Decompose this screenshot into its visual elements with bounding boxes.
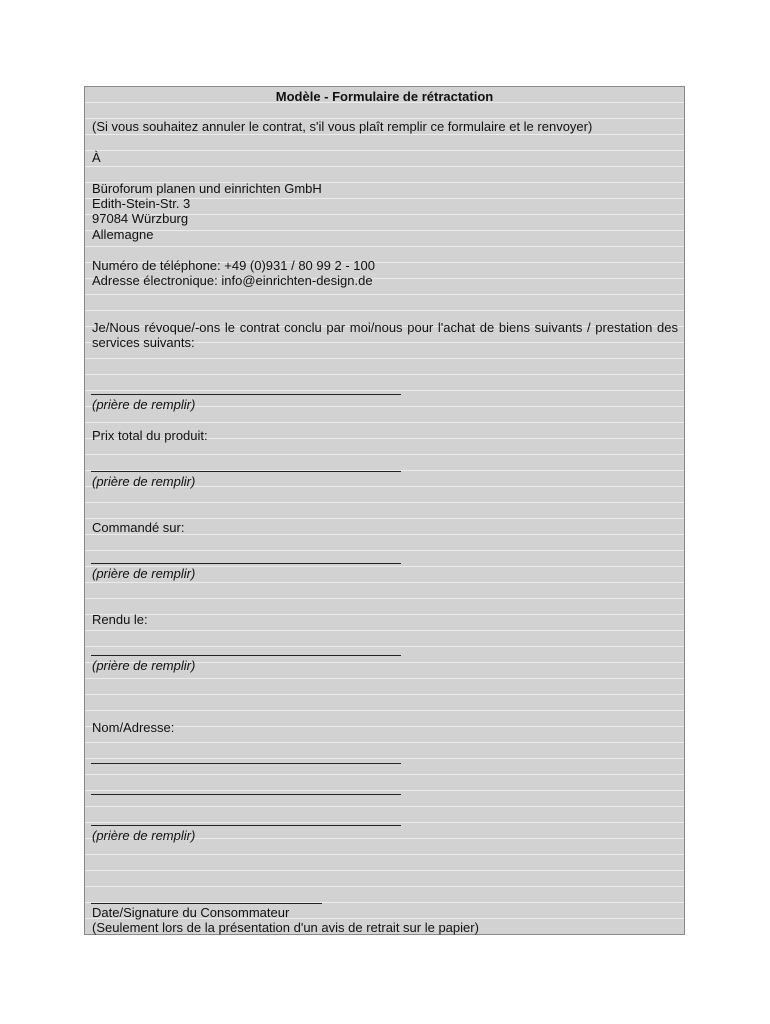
recipient-company: Büroforum planen und einrichten GmbH [92, 181, 322, 196]
email-text: Adresse électronique: info@einrichten-design.de [92, 273, 373, 288]
signature-label: Date/Signature du Consommateur [92, 905, 290, 920]
name-address-line-2[interactable] [91, 794, 401, 795]
ordered-label: Commandé sur: [92, 520, 185, 535]
signature-note: (Seulement lors de la présentation d'un avis de retrait sur le papier) [92, 920, 479, 935]
ordered-fill-hint: (prière de remplir) [92, 566, 196, 581]
recipient-street: Edith-Stein-Str. 3 [92, 196, 191, 211]
name-address-line-3[interactable] [91, 825, 401, 826]
form-title: Modèle - Formulaire de rétractation [275, 89, 494, 104]
phone-text: Numéro de téléphone: +49 (0)931 / 80 99 2 - 100 [92, 258, 375, 273]
name-address-label: Nom/Adresse: [92, 720, 175, 735]
name-address-fill-hint: (prière de remplir) [92, 828, 196, 843]
recipient-city: 97084 Würzburg [92, 211, 189, 226]
goods-fill-hint: (prière de remplir) [92, 397, 196, 412]
goods-fill-line[interactable] [91, 394, 401, 395]
total-price-fill-hint: (prière de remplir) [92, 474, 196, 489]
name-address-line-1[interactable] [91, 763, 401, 764]
ordered-fill-line[interactable] [91, 563, 401, 564]
recipient-country: Allemagne [92, 227, 154, 242]
total-price-label: Prix total du produit: [92, 428, 208, 443]
returned-fill-line[interactable] [91, 655, 401, 656]
to-label: À [92, 150, 101, 165]
returned-label: Rendu le: [92, 612, 148, 627]
intro-text: (Si vous souhaitez annuler le contrat, s'il vous plaît remplir ce formulaire et le renvoyer) [92, 119, 593, 134]
returned-fill-hint: (prière de remplir) [92, 658, 196, 673]
signature-line[interactable] [91, 903, 322, 904]
revocation-text: Je/Nous révoque/-ons le contrat conclu par moi/nous pour l'achat de biens suivants / prestation des services suivants: [92, 320, 678, 350]
total-price-fill-line[interactable] [91, 471, 401, 472]
